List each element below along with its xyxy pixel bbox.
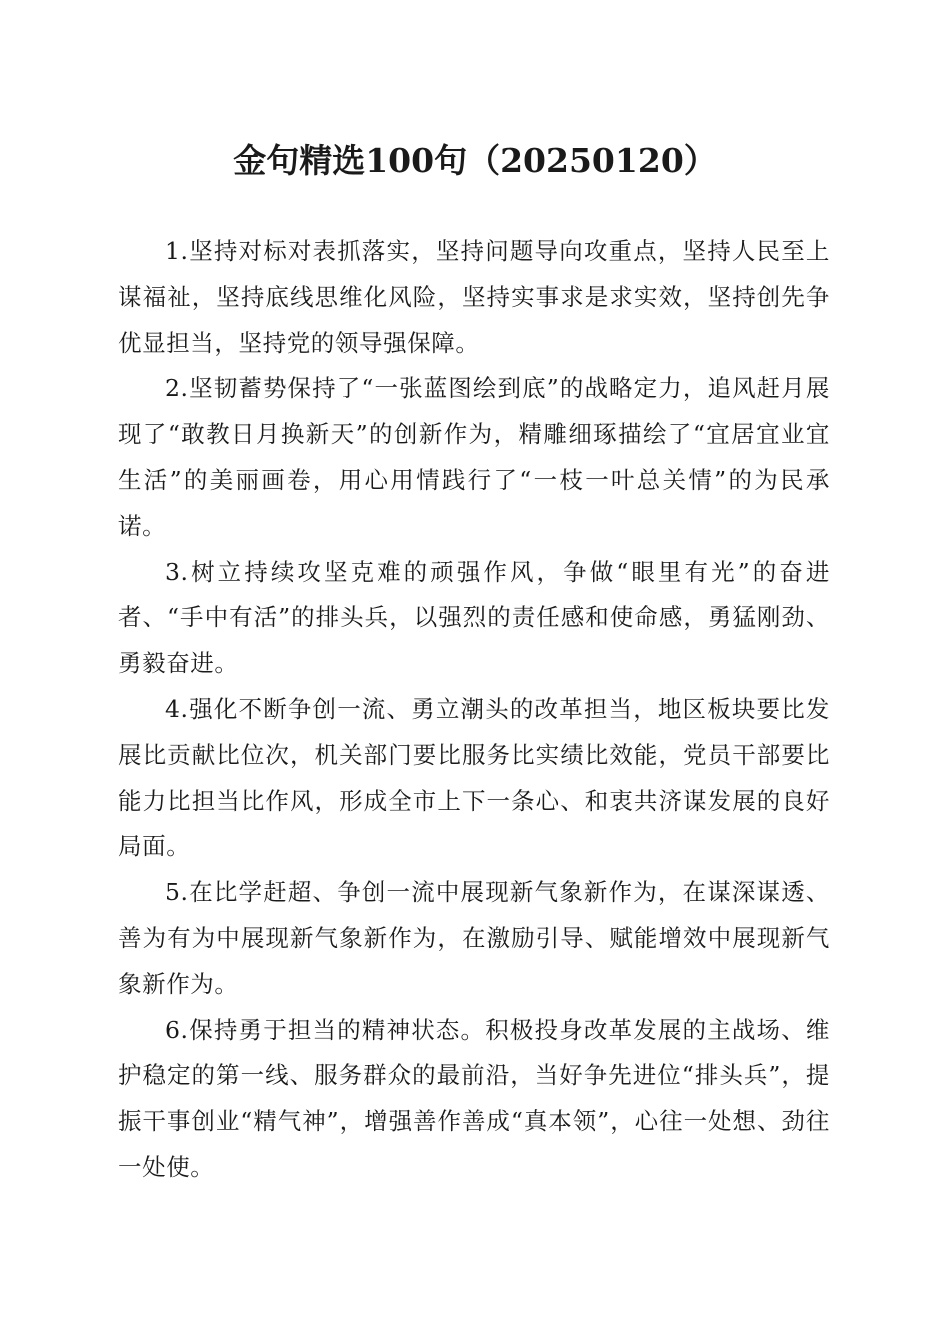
paragraph-1: 1.坚持对标对表抓落实，坚持问题导向攻重点，坚持人民至上谋福祉，坚持底线思维化风险，坚持实事求是求实效，坚持创先争优显担当，坚持党的领导强保障。 (118, 237, 830, 357)
page-title: 金句精选100句（20250120） (233, 141, 717, 180)
paragraph-3: 3.树立持续攻坚克难的顽强作风，争做“眼里有光”的奋进者、“手中有活”的排头兵，以强烈的责任感和使命感，勇猛刚劲、勇毅奋进。 (118, 557, 830, 678)
document-body (118, 229, 830, 1191)
paragraph-6: 6.保持勇于担当的精神状态。积极投身改革发展的主战场、维护稳定的第一线、服务群众的最前沿，当好争先进位“排头兵”，提振干事创业“精气神”，增强善作善成“真本领”，心往一处想、劲往一处使。 (118, 1015, 830, 1181)
paragraph-4: 4.强化不断争创一流、勇立潮头的改革担当，地区板块要比发展比贡献比位次，机关部门要比服务比实绩比效能，党员干部要比能力比担当比作风，形成全市上下一条心、和衷共济谋发展的良好局面。 (118, 694, 830, 861)
paragraph-2: 2.坚韧蓄势保持了“一张蓝图绘到底”的战略定力，追风赶月展现了“敢教日月换新天”的创新作为，精雕细琢描绘了“宜居宜业宜生活”的美丽画卷，用心用情践行了“一枝一叶总关情”的为民承诺。 (118, 374, 830, 540)
paragraph-5: 5.在比学赶超、争创一流中展现新气象新作为，在谋深谋透、善为有为中展现新气象新作为，在激励引导、赋能增效中展现新气象新作为。 (118, 878, 830, 998)
